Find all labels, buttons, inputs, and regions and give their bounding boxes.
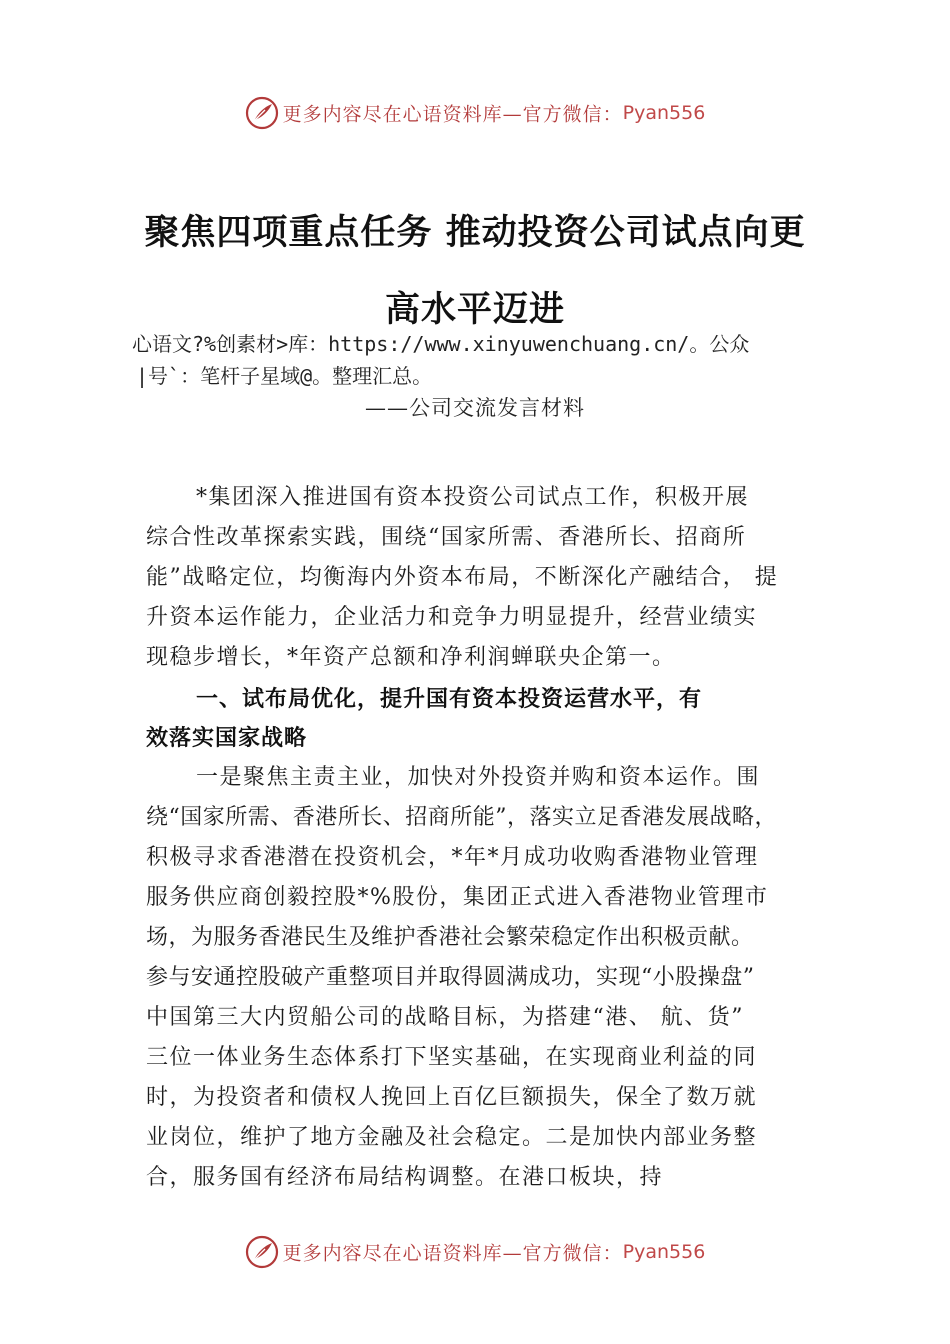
paragraph-line: 能”战略定位，均衡海内外资本布局，不断深化产融结合， 提	[146, 565, 779, 590]
banner-text: 更多内容尽在心语资料库—官方微信：	[282, 1242, 623, 1265]
paragraph-line: 合，服务国有经济布局结构调整。在港口板块，持	[146, 1165, 664, 1190]
paragraph-line: 业岗位，维护了地方金融及社会稳定。二是加快内部业务整	[146, 1125, 758, 1150]
source-note-line-2: |号`：笔杆子星域@。整理汇总。	[136, 364, 433, 388]
document-title-line-1: 聚焦四项重点任务 推动投资公司试点向更	[144, 213, 806, 253]
paragraph-line: 时，为投资者和债权人挽回上百亿巨额损失，保全了数万就	[146, 1085, 758, 1110]
paragraph-line: 综合性改革探索实践，围绕“国家所需、香港所长、招商所	[146, 525, 747, 550]
paragraph-line: *集团深入推进国有资本投资公司试点工作，积极开展	[196, 485, 750, 510]
wechat-id: Pyan556	[622, 102, 706, 124]
paragraph-line: 绕“国家所需、香港所长、招商所能”，落实立足香港发展战略，	[146, 805, 777, 830]
section-heading-line-1: 一、试布局优化，提升国有资本投资运营水平，有	[196, 687, 703, 712]
paragraph-line: 升资本运作能力，企业活力和竞争力明显提升，经营业绩实	[146, 605, 758, 630]
document-subtitle: ——公司交流发言材料	[365, 396, 585, 420]
paragraph-line: 中国第三大内贸船公司的战略目标，为搭建“港、 航、货”	[146, 1005, 744, 1030]
paragraph-line: 服务供应商创毅控股*%股份，集团正式进入香港物业管理市	[146, 885, 769, 910]
wechat-id: Pyan556	[622, 1241, 706, 1263]
paragraph-line: 场，为服务香港民生及维护香港社会繁荣稳定作出积极贡献。	[146, 925, 754, 950]
document-title-line-2: 高水平迈进	[384, 290, 565, 330]
header-banner	[0, 96, 950, 130]
feather-pen-logo-icon	[245, 1235, 279, 1269]
section-heading-line-2: 效落实国家战略	[146, 726, 308, 751]
paragraph-line: 参与安通控股破产重整项目并取得圆满成功，实现“小股操盘”	[146, 965, 755, 990]
footer-banner	[0, 1235, 950, 1269]
source-note-line-1: 心语文?%创素材>库：https://www.xinyuwenchuang.cn/。公众	[132, 332, 750, 356]
paragraph-line: 现稳步增长，*年资产总额和净利润蝉联央企第一。	[146, 645, 676, 670]
paragraph-line: 积极寻求香港潜在投资机会，*年*月成功收购香港物业管理	[146, 845, 759, 870]
banner-text: 更多内容尽在心语资料库—官方微信：	[282, 103, 623, 126]
paragraph-line: 一是聚焦主责主业，加快对外投资并购和资本运作。围	[196, 765, 761, 790]
paragraph-line: 三位一体业务生态体系打下坚实基础，在实现商业利益的同	[146, 1045, 758, 1070]
feather-pen-logo-icon	[245, 96, 279, 130]
